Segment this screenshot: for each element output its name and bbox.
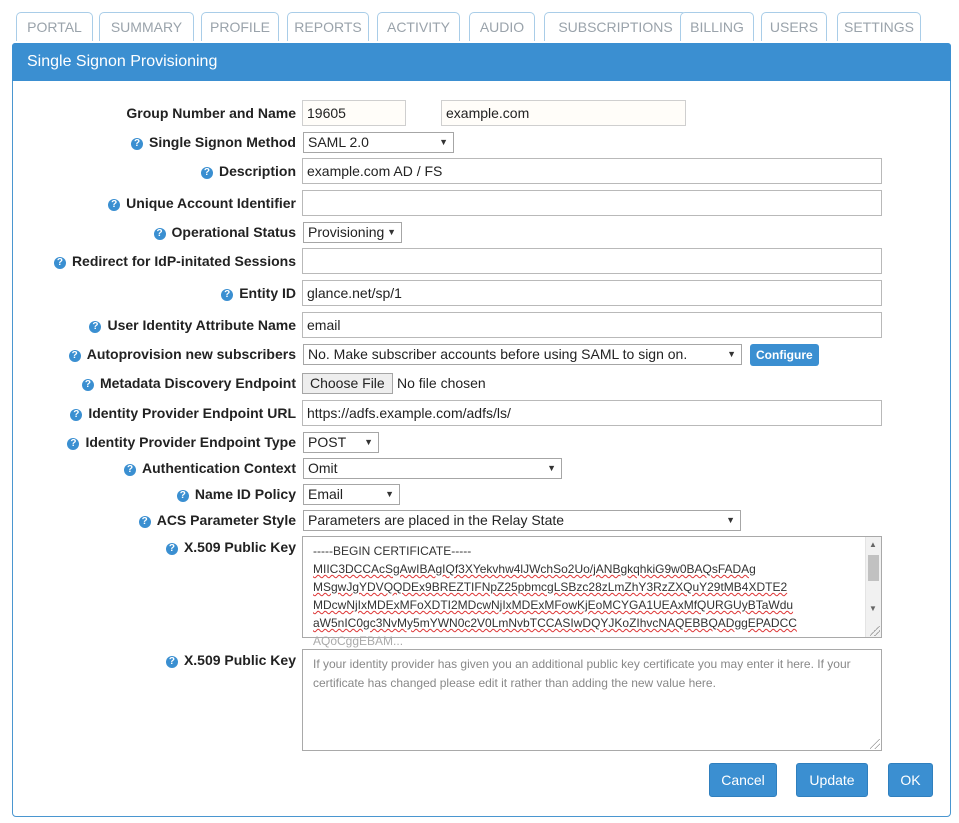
- idp-url-label: ? Identity Provider Endpoint URL: [70, 404, 296, 422]
- scrollbar-thumb[interactable]: [868, 555, 879, 581]
- help-icon[interactable]: ?: [124, 464, 136, 476]
- chevron-down-icon: ▼: [547, 463, 556, 473]
- group-name-input[interactable]: example.com: [441, 100, 686, 126]
- help-icon[interactable]: ?: [201, 167, 213, 179]
- textarea-scrollbar[interactable]: [865, 537, 881, 637]
- x509-label: ? X.509 Public Key: [166, 651, 296, 669]
- tab-users[interactable]: USERS: [761, 12, 827, 41]
- metadata-label: ? Metadata Discovery Endpoint: [82, 374, 296, 392]
- tab-audio[interactable]: AUDIO: [469, 12, 535, 41]
- help-icon[interactable]: ?: [69, 350, 81, 362]
- tab-profile[interactable]: PROFILE: [201, 12, 279, 41]
- help-icon[interactable]: ?: [221, 289, 233, 301]
- auth-ctx-label: ? Authentication Context: [124, 459, 296, 477]
- tab-activity[interactable]: ACTIVITY: [377, 12, 460, 41]
- user-attr-label: ? User Identity Attribute Name: [89, 316, 296, 334]
- nameid-policy-select[interactable]: Email ▼: [303, 484, 400, 505]
- help-icon[interactable]: ?: [54, 257, 66, 269]
- group-number-input[interactable]: 19605: [302, 100, 406, 126]
- update-button[interactable]: Update: [796, 763, 868, 797]
- tab-settings[interactable]: SETTINGS: [837, 12, 921, 41]
- autoprov-label: ? Autoprovision new subscribers: [69, 345, 296, 363]
- cancel-button[interactable]: Cancel: [709, 763, 777, 797]
- chevron-down-icon: ▼: [726, 515, 735, 525]
- panel-title: Single Signon Provisioning: [12, 43, 951, 81]
- op-status-label: ? Operational Status: [154, 223, 296, 241]
- tab-reports[interactable]: REPORTS: [287, 12, 369, 41]
- entity-id-input[interactable]: glance.net/sp/1: [302, 280, 882, 306]
- cert-line: MDcwNjIxMDExMFoXDTI2MDcwNjIxMDExMFowKjEoMCYGA1UEAxMfQURGUyBTaWdu: [313, 598, 794, 612]
- file-status: No file chosen: [397, 375, 486, 391]
- resize-handle-icon[interactable]: [870, 739, 880, 749]
- method-label: ? Single Signon Method: [131, 133, 296, 151]
- x509-additional-textarea[interactable]: [302, 649, 882, 751]
- autoprov-select[interactable]: No. Make subscriber accounts before using SAML to sign on. ▼: [303, 344, 742, 365]
- help-icon[interactable]: ?: [82, 379, 94, 391]
- description-input[interactable]: example.com AD / FS: [302, 158, 882, 184]
- chevron-down-icon: ▼: [727, 349, 736, 359]
- help-icon[interactable]: ?: [67, 438, 79, 450]
- acs-style-select[interactable]: Parameters are placed in the Relay State ▼: [303, 510, 741, 531]
- chevron-down-icon: ▼: [385, 489, 394, 499]
- unique-id-label: ? Unique Account Identifier: [108, 194, 296, 212]
- help-icon[interactable]: ?: [154, 228, 166, 240]
- tab-subscriptions[interactable]: SUBSCRIPTIONS: [544, 12, 687, 41]
- op-status-select[interactable]: Provisioning ▼: [303, 222, 402, 243]
- x509-textarea[interactable]: [302, 536, 882, 648]
- acs-label: ? ACS Parameter Style: [139, 511, 296, 529]
- cert-line: -----BEGIN CERTIFICATE-----: [313, 544, 472, 558]
- help-icon[interactable]: ?: [131, 138, 143, 150]
- signon-method-select[interactable]: SAML 2.0 ▼: [303, 132, 454, 153]
- cert-line: MIIC3DCCAcSgAwIBAgIQf3XYekvhw4lJWchSo2Uo/jANBgkqhkiG9w0BAQsFADAg: [313, 562, 756, 576]
- chevron-down-icon: ▼: [439, 137, 448, 147]
- tab-portal[interactable]: PORTAL: [16, 12, 93, 41]
- tab-billing[interactable]: BILLING: [680, 12, 754, 41]
- chevron-down-icon: ▼: [364, 437, 373, 447]
- textarea-placeholder: If your identity provider has given you an additional public key certificate you may enter it here. If your certificate has changed please edit it rather than adding the new value here.: [313, 657, 851, 690]
- help-icon[interactable]: ?: [166, 656, 178, 668]
- idp-url-input[interactable]: https://adfs.example.com/adfs/ls/: [302, 400, 882, 426]
- choose-file-button[interactable]: Choose File: [302, 373, 393, 394]
- group-label: Group Number and Name: [126, 105, 296, 121]
- user-attr-input[interactable]: email: [302, 312, 882, 338]
- redirect-input[interactable]: [302, 248, 882, 274]
- cert-line: MSgwJgYDVQQDEx9BREZTIFNpZ25pbmcgLSBzc28zLmZhY3RzZXQuY29tMB4XDTE2: [313, 580, 788, 594]
- help-icon[interactable]: ?: [89, 321, 101, 333]
- nameid-label: ? Name ID Policy: [177, 485, 296, 503]
- scroll-up-icon[interactable]: ▲: [869, 540, 877, 549]
- x509-label: ? X.509 Public Key: [166, 538, 296, 556]
- chevron-down-icon: ▼: [387, 227, 396, 237]
- cert-line: AQoCggEBAM...: [313, 634, 404, 648]
- redirect-label: ? Redirect for IdP-initated Sessions: [54, 252, 296, 270]
- help-icon[interactable]: ?: [70, 409, 82, 421]
- idp-type-label: ? Identity Provider Endpoint Type: [67, 433, 296, 451]
- auth-context-select[interactable]: Omit ▼: [303, 458, 562, 479]
- configure-button[interactable]: Configure: [750, 344, 819, 366]
- help-icon[interactable]: ?: [166, 543, 178, 555]
- unique-id-input[interactable]: [302, 190, 882, 216]
- resize-handle-icon[interactable]: [870, 626, 880, 636]
- ok-button[interactable]: OK: [888, 763, 933, 797]
- help-icon[interactable]: ?: [108, 199, 120, 211]
- idp-type-select[interactable]: POST ▼: [303, 432, 379, 453]
- help-icon[interactable]: ?: [177, 490, 189, 502]
- description-label: ? Description: [201, 162, 296, 180]
- scroll-down-icon[interactable]: ▼: [869, 604, 877, 613]
- entity-id-label: ? Entity ID: [221, 284, 296, 302]
- cert-line: aW5nIC0gc3NvMy5mYWN0c2V0LmNvbTCCASIwDQYJKoZIhvcNAQEBBQADggEPADCC: [313, 616, 797, 630]
- tab-summary[interactable]: SUMMARY: [99, 12, 194, 41]
- help-icon[interactable]: ?: [139, 516, 151, 528]
